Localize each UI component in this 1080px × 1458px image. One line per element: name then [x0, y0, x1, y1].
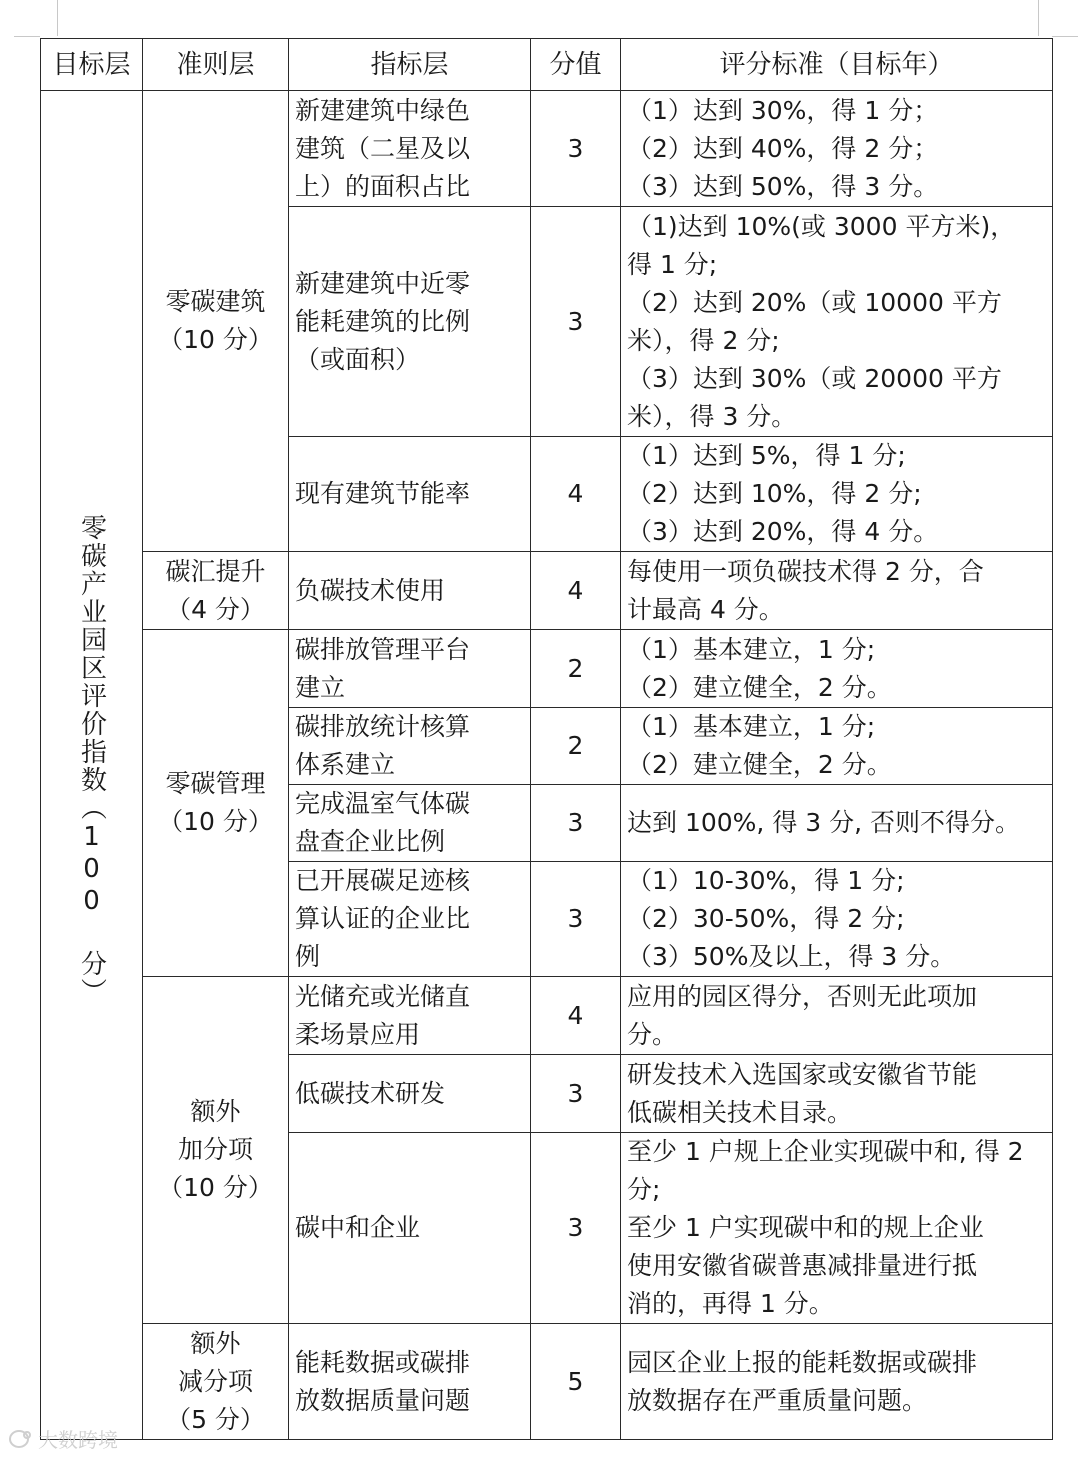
corner-mark-right — [1052, 36, 1078, 37]
indicator-text: 碳中和企业 — [295, 1213, 421, 1242]
indicator-text: 新建建筑中近零 — [295, 268, 471, 298]
score-cell: 3 — [531, 785, 621, 862]
criterion-label: 零碳管理 — [165, 769, 266, 798]
score-cell: 2 — [531, 708, 621, 785]
criterion-cell — [143, 977, 289, 1324]
watermark-logo-icon — [8, 1428, 34, 1450]
standard-line: （3）达到 30%（或 20000 平方 — [627, 363, 1002, 393]
standard-line: 米），得 2 分; — [627, 325, 780, 355]
criterion-label: 额外 — [190, 1328, 241, 1358]
score-cell: 3 — [531, 1133, 621, 1324]
corner-mark-left — [14, 36, 40, 37]
indicator-cell — [289, 207, 531, 437]
standard-line: 低碳相关技术目录。 — [627, 1097, 853, 1127]
standard-line: （3）达到 20%，得 4 分。 — [627, 517, 939, 546]
watermark-text: 大数跨境 — [38, 1428, 118, 1452]
goal-layer-label: 零碳产业园区评价指数（100 分） — [76, 513, 107, 1006]
standard-line: （3）达到 50%，得 3 分。 — [627, 171, 939, 201]
standard-line: 至少 1 户实现碳中和的规上企业 — [627, 1213, 984, 1242]
indicator-text: （或面积） — [295, 344, 421, 374]
standard-line: 消的，再得 1 分。 — [627, 1289, 834, 1318]
score-cell: 2 — [531, 630, 621, 708]
indicator-cell — [289, 977, 531, 1055]
indicator-cell — [289, 1055, 531, 1133]
criterion-cell — [143, 1324, 289, 1440]
score-cell: 4 — [531, 552, 621, 630]
standard-line: （1）10-30%，得 1 分; — [627, 866, 905, 895]
score-cell: 3 — [531, 1055, 621, 1133]
standard-line: （1）基本建立，1 分; — [627, 634, 876, 664]
standard-line: （3）50%及以上，得 3 分。 — [627, 942, 956, 971]
standard-line: （2）建立健全，2 分。 — [627, 672, 892, 702]
indicator-text: 现有建筑节能率 — [295, 479, 471, 508]
criterion-label: 减分项 — [177, 1366, 253, 1396]
indicator-cell — [289, 1324, 531, 1440]
indicator-text: 能耗建筑的比例 — [295, 306, 471, 336]
evaluation-table — [40, 38, 1053, 1440]
criterion-label: 额外 — [190, 1097, 241, 1126]
indicator-cell — [289, 862, 531, 977]
standard-cell — [621, 862, 1053, 977]
indicator-cell — [289, 630, 531, 708]
standard-cell — [621, 1133, 1053, 1324]
standard-line: 园区企业上报的能耗数据或碳排 — [627, 1347, 978, 1377]
score-cell: 3 — [531, 862, 621, 977]
indicator-cell — [289, 1133, 531, 1324]
header-score: 分值 — [531, 39, 621, 91]
indicator-text: 光储充或光储直 — [295, 981, 471, 1011]
indicator-text: 低碳技术研发 — [295, 1078, 446, 1108]
standard-line: （2）达到 10%，得 2 分; — [627, 479, 922, 508]
indicator-text: 放数据质量问题 — [295, 1385, 471, 1415]
indicator-text: 能耗数据或碳排 — [295, 1347, 471, 1377]
score-cell: 3 — [531, 91, 621, 207]
indicator-text: 完成温室气体碳 — [295, 789, 471, 818]
indicator-text: 建筑（二星及以 — [295, 133, 471, 163]
indicator-text: 碳排放管理平台 — [295, 634, 471, 664]
standard-line: 分; — [627, 1175, 661, 1204]
criterion-cell — [143, 630, 289, 977]
indicator-text: 例 — [295, 942, 321, 971]
score-cell: 4 — [531, 437, 621, 552]
criterion-label: 零碳建筑 — [165, 287, 266, 316]
standard-cell — [621, 552, 1053, 630]
header-indicator-layer: 指标层 — [289, 39, 531, 91]
header-criterion-layer: 准则层 — [143, 39, 289, 91]
watermark — [8, 1424, 118, 1453]
standard-line: 分。 — [627, 1019, 678, 1049]
standard-line: 至少 1 户规上企业实现碳中和, 得 2 — [627, 1137, 1024, 1166]
standard-line: 研发技术入选国家或安徽省节能 — [627, 1059, 978, 1089]
goal-layer-cell — [41, 91, 143, 1440]
score-cell: 4 — [531, 977, 621, 1055]
indicator-cell — [289, 785, 531, 862]
standard-cell — [621, 1055, 1053, 1133]
criterion-cell — [143, 552, 289, 630]
criterion-label: （4 分） — [166, 594, 265, 624]
standard-cell — [621, 1324, 1053, 1440]
indicator-text: 上）的面积占比 — [295, 171, 471, 201]
margin-mark-right — [1038, 0, 1039, 36]
table-header-row — [41, 39, 1053, 91]
indicator-text: 盘查企业比例 — [295, 827, 446, 856]
standard-line: （1）达到 30%，得 1 分； — [627, 95, 939, 125]
criterion-label: （5 分） — [166, 1404, 265, 1434]
indicator-text: 新建建筑中绿色 — [295, 95, 471, 125]
standard-line: （2）达到 40%，得 2 分； — [627, 133, 939, 163]
criterion-label: （10 分） — [158, 325, 273, 354]
standard-cell — [621, 207, 1053, 437]
criterion-label: （10 分） — [158, 807, 273, 836]
standard-line: 米），得 3 分。 — [627, 401, 797, 431]
standard-line: （1）达到 5%，得 1 分; — [627, 441, 906, 470]
header-standard: 评分标准（目标年） — [621, 39, 1053, 91]
standard-line: （1)达到 10%(或 3000 平方米)， — [627, 211, 1016, 241]
indicator-text: 柔场景应用 — [295, 1019, 421, 1049]
standard-line: （2）30-50%，得 2 分; — [627, 904, 905, 933]
standard-line: 达到 100%, 得 3 分, 否则不得分。 — [627, 808, 1021, 837]
indicator-text: 已开展碳足迹核 — [295, 866, 471, 895]
indicator-cell — [289, 552, 531, 630]
page-top-margin — [0, 0, 1080, 38]
standard-line: 放数据存在严重质量问题。 — [627, 1385, 928, 1415]
standard-cell — [621, 91, 1053, 207]
criterion-cell — [143, 91, 289, 552]
criterion-label: 加分项 — [177, 1135, 253, 1164]
indicator-text: 算认证的企业比 — [295, 904, 471, 933]
score-cell: 3 — [531, 207, 621, 437]
indicator-cell — [289, 437, 531, 552]
standard-line: （2）达到 20%（或 10000 平方 — [627, 287, 1002, 317]
standard-line: 应用的园区得分，否则无此项加 — [627, 981, 978, 1011]
indicator-text: 建立 — [295, 672, 346, 702]
standard-cell — [621, 785, 1053, 862]
standard-line: 每使用一项负碳技术得 2 分，合 — [627, 556, 984, 586]
standard-line: 计最高 4 分。 — [627, 594, 784, 624]
standard-line: （2）建立健全，2 分。 — [627, 750, 892, 779]
indicator-text: 体系建立 — [295, 750, 396, 779]
standard-cell — [621, 977, 1053, 1055]
table-row — [41, 91, 1053, 207]
table-row — [41, 977, 1053, 1055]
indicator-text: 碳排放统计核算 — [295, 712, 471, 741]
criterion-label: 碳汇提升 — [165, 556, 266, 586]
standard-line: 得 1 分; — [627, 249, 718, 279]
table-row — [41, 552, 1053, 630]
standard-cell — [621, 630, 1053, 708]
standard-line: 使用安徽省碳普惠减排量进行抵 — [627, 1251, 978, 1280]
indicator-cell — [289, 91, 531, 207]
margin-mark-left — [57, 0, 58, 36]
score-cell: 5 — [531, 1324, 621, 1440]
indicator-cell — [289, 708, 531, 785]
header-goal-layer: 目标层 — [41, 39, 143, 91]
standard-cell — [621, 708, 1053, 785]
table-row — [41, 1324, 1053, 1440]
table-row — [41, 630, 1053, 708]
indicator-text: 负碳技术使用 — [295, 575, 446, 605]
criterion-label: （10 分） — [158, 1173, 273, 1202]
standard-cell — [621, 437, 1053, 552]
standard-line: （1）基本建立，1 分; — [627, 712, 876, 741]
